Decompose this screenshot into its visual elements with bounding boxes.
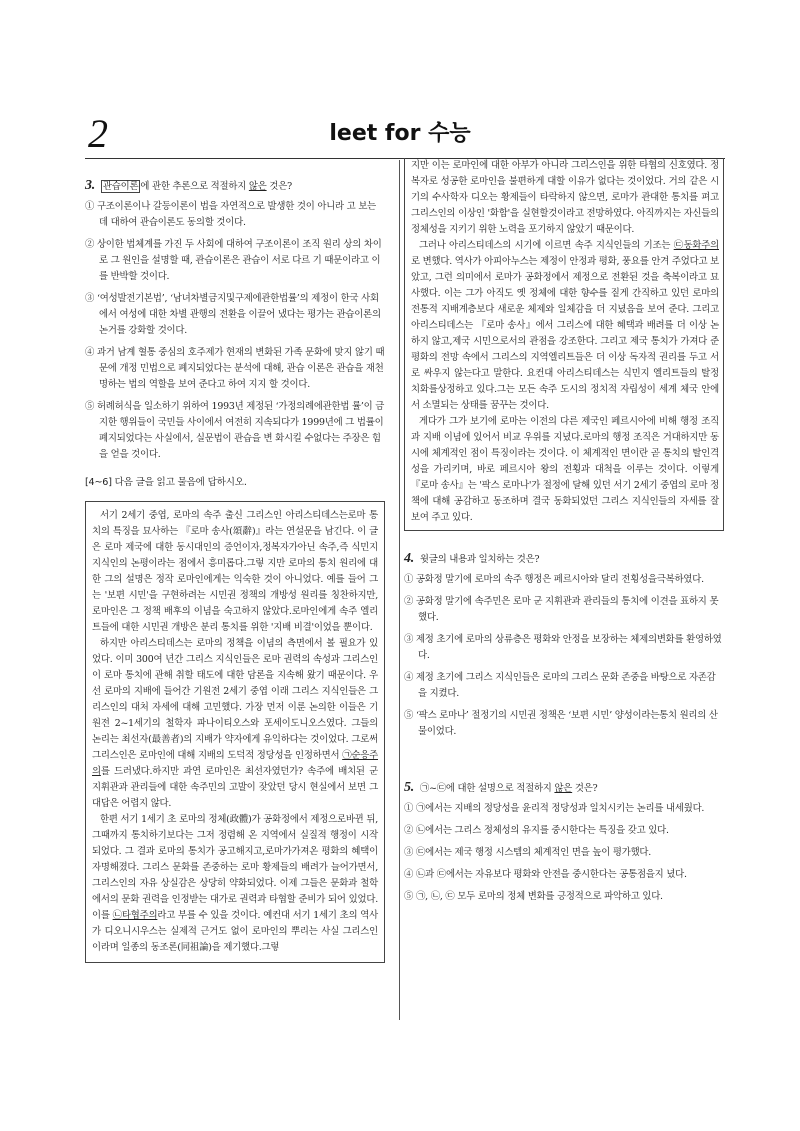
question-5-negation: 않은 xyxy=(554,783,573,794)
question-3-stem xyxy=(85,178,385,195)
question-4-number: 4. xyxy=(404,551,415,566)
q3-choice-5[interactable]: ⑤ 허례허식을 일소하기 위하여 1993년 제정된 ‘가정의례에관한법 률’이 금지한 행위들이 국민들 사이에서 여전히 지속되다가 1999년에 그 법률이 폐지되었다는 사실에서, 실문법이 관습을 변 화시킬 수없다는 주장은 힘을 얻을 것이다. xyxy=(85,401,385,460)
question-3-stem-end: 것은? xyxy=(266,181,292,192)
passage-paragraph-5: 게다가 그가 보기에 로마는 이전의 다른 제국인 페르시아에 비해 행정 조직과 지배 이념에 있어서 비교 우위를 지녔다.로마의 행정 조직은 거대하지만 동시에 체계적인 점이 특징이라는 것이다. 이 체계적인 면이란 곧 통치의 탈인격성을 가리키며, 바로 페르시아 왕의 전횡과 대척을 이루는 것이다. 이렇게 『로마 송사』는 '팍스 로마나'가 절정에 달해 있던 서기 2세기 중엽의 로마 정책에 대해 공감하고 동조하며 결국 동화되었던 그리스 지식인들의 자세를 잘 보여 주고 있다. xyxy=(411,416,719,523)
passage-p3-text-end: 라고 부를 수 있을 것이다. 예컨대 서기 1세기 초의 역사가 디오니시우스는 실제적 근거도 없이 로마인의 뿌리는 사실 그리스인이라며 일종의 동조론(同祖論)을 제기했다.그렇 xyxy=(92,910,378,953)
passage-p4-text: 그러나 아리스티데스의 시기에 이르면 속주 지식인들의 기조는 xyxy=(419,240,674,251)
q3-choice-3[interactable]: ③ ‘여성발전기본법’, ‘남녀차별금지및구제에관한법률’의 제정이 한국 사회에서 여성에 대한 차별 관행의 전환을 이끌어 냈다는 평가는 관습이론의 논거를 강화할 것이다. xyxy=(85,293,381,336)
passage-p4-text-end: 로 변했다. 역사가 아피아누스는 제정이 안정과 평화, 풍요를 안겨 주었다고 보았고, 그런 의미에서 로마가 공화정에서 제정으로 전환된 것을 축복이라고 묘사했다. 이는 그가 아직도 옛 정체에 대한 향수를 짙게 간직하고 있던 로마의 전통적 지배계층보다 새로운 체제와 일체감을 더 지녔음을 보여 준다. 그리고 아리스티데스는 『로마 송사』에서 그리스에 대한 혜택과 배려를 더 이상 논하지 않고,제국 시민으로서의 관점을 강조한다. 그리고 제국 통치가 가져다 준 평화의 전망 속에서 그리스의 지역엘리트들은 더 이상 독자적 권리를 두고 서로 싸우지 않는다고 말한다. 요컨대 아리스티데스는 식민지 엘리트들의 탈정치화를상정하고 있다.그는 모든 속주 도시의 정치적 자립성이 세계 체국 안에서 소멸되는 상태를 꿈꾸는 것이다. xyxy=(411,256,719,411)
marker-compromise: ㉡타협주의 xyxy=(112,910,158,921)
passage-p3-text: 한편 서기 1세기 초 로마의 정체(政體)가 공화정에서 제정으로바뀐 뒤, 그때까지 통치하기보다는 그저 정렴해 온 지역에서 실질적 행정이 시작되었다. 그 결과 로마의 통치가 공고해지고,로마가가져온 평화의 혜택이 자명해졌다. 그리스 문화를 존중하는 로마 황제들의 배려가 늘어가면서, 그리스인의 자유 상실감은 상당히 약화되었다. 이제 그들은 문화과 철학에서의 문화 권력을 인정받는 대가로 권력과 타협할 준비가 되어 있었다. 이를 xyxy=(92,814,378,921)
passage-p2-text-end: 를 드러냈다.하지만 과연 로마인은 최선자였던가? 속주에 배치된 군 지휘관과 관리들에 대한 속주민의 고발이 잦았던 당시 현실에서 보면 그 대답은 어렵지 않다. xyxy=(92,766,378,809)
column-divider xyxy=(399,160,400,1020)
q5-choice-4[interactable]: ④ ㉡과 ㉢에서는 자유보다 평화와 안전을 중시한다는 공통점을지 녔다. xyxy=(404,869,687,880)
passage-paragraph-3 xyxy=(92,812,378,956)
q4-choice-5[interactable]: ⑤ ‘팍스 로마나’ 절정기의 시민권 정책은 ‘보편 시민’ 양성이라는통치 원리의 산물이었다. xyxy=(404,710,718,737)
question-4-stem xyxy=(404,551,724,568)
question-5-number: 5. xyxy=(404,780,415,795)
q5-choice-5[interactable]: ⑤ ㉠, ㉡, ㉢ 모두 로마의 정체 변화를 긍정적으로 파악하고 있다. xyxy=(404,891,663,902)
question-5-stem xyxy=(404,780,724,797)
page-number: 2 xyxy=(88,111,108,156)
q4-choice-4[interactable]: ④ 제정 초기에 그리스 지식인들은 로마의 그리스 문화 존중을 바탕으로 자존감을 지켰다. xyxy=(404,672,716,699)
marker-assimilation: ㉢동화주의 xyxy=(673,240,719,251)
passage-paragraph-4 xyxy=(411,238,719,414)
question-3-stem-text: 에 관한 추론으로 적절하지 xyxy=(140,181,249,192)
question-5-stem-text: ㉠~㉢에 대한 설명으로 적절하지 xyxy=(419,783,555,794)
q3-choice-2[interactable]: ② 상이한 법체계를 가진 두 사회에 대하여 구조이론이 조직 원리 상의 차이로 그 원인을 설명할 때, 관습이론은 관습이 서로 다르 기 때문이라고 이를 반박할 것이다. xyxy=(85,239,382,282)
header-title: leet for 수능 xyxy=(329,121,471,146)
q3-choice-4[interactable]: ④ 과거 남계 혈통 중심의 호주제가 현재의 변화된 가족 문화에 맞지 않기 때문에 개정 민법으로 폐지되었다는 분석에 대해, 관습 이론은 관습을 재천명하는 법의 역할을 보여 준다고 하여 지지 할 것이다. xyxy=(85,347,385,390)
passage-set-label: [4~6] 다음 글을 읽고 물음에 답하시오. xyxy=(85,477,247,488)
q5-choice-2[interactable]: ② ㉡에서는 그리스 정체성의 유지를 중시한다는 특징을 갖고 있다. xyxy=(404,825,669,836)
marker-conformism: ㉠순응주의 xyxy=(92,750,378,777)
passage-paragraph-3-continued: 지만 이는 로마인에 대한 아부가 아니라 그리스인을 위한 타협의 신호였다. 정복자로 성공한 로마인을 불편하게 대할 이유가 없다는 것이었다. 거의 같은 시기의 수사학자 디오는 황제들이 타락하지 않으면, 로마가 관대한 통치를 펴고 그리스인의 이상인 '화합'을 실현할것이라고 전망하였다. 아직까지는 자신들의 정체성을 지키기 위한 노력을 포기하지 않았기 때문이다. xyxy=(411,160,719,235)
left-column xyxy=(85,168,385,963)
passage-box xyxy=(85,501,385,963)
question-4-choices xyxy=(404,572,724,740)
right-column xyxy=(404,158,724,911)
q4-choice-1[interactable]: ① 공화정 말기에 로마의 속주 행정은 페르시아와 달리 전횡성을극복하였다. xyxy=(404,574,704,585)
question-3-key-term: 관습이론 xyxy=(102,181,139,192)
question-3-choices xyxy=(85,199,385,463)
passage-p2-text: 하지만 아리스티데스는 로마의 정책을 이념의 측면에서 볼 필요가 있었다. 이미 300여 년간 그리스 지식인들은 로마 권력의 속성과 그리스인이 로마 통치에 관해 취할 태도에 대한 담론을 지속해 왔기 때문이다. 우선 로마의 지배에 들어간 기원전 2세기 중엽 이래 그리스 지식인들은 그리스인의 대처 자세에 대해 고민했다. 가장 먼저 이룬 논의한 이들은 기원전 2~1세기의 철학자 파나이티오스와 포세이도니오스였다. 그들의 논리는 최선자(最善者)의 지배가 약자에게 유익하다는 것이었다. 그로써 그리스인은 로마인에 대해 지배의 도덕적 정당성을 인정하면서 xyxy=(92,638,378,761)
passage-box-continued xyxy=(404,158,724,531)
question-4-stem-text: 윗글의 내용과 일치하는 것은? xyxy=(419,554,540,565)
q4-choice-2[interactable]: ② 공화정 말기에 속주민은 로마 군 지휘관과 관리들의 통치에 이견을 표하지 못했다. xyxy=(404,596,719,623)
q4-choice-3[interactable]: ③ 제정 초기에 로마의 상류층은 평화와 안정을 보장하는 체제의변화를 환영하였다. xyxy=(404,634,722,661)
question-5-choices xyxy=(404,801,724,905)
q3-choice-1[interactable]: ① 구조이론이나 갈등이론이 법을 자연적으로 발생한 것이 아니라 고 보는 데 대하여 관습이론도 동의할 것이다. xyxy=(85,201,377,228)
q5-choice-3[interactable]: ③ ㉢에서는 제국 행정 시스템의 체계적인 면을 높이 평가했다. xyxy=(404,847,652,858)
q5-choice-1[interactable]: ① ㉠에서는 지배의 정당성을 윤리적 정당성과 일치시키는 논리를 내세웠다. xyxy=(404,803,705,814)
question-3-number: 3. xyxy=(85,178,96,193)
question-5-stem-end: 것은? xyxy=(572,783,598,794)
passage-paragraph-2 xyxy=(92,636,378,812)
passage-paragraph-1: 서기 2세기 중엽, 로마의 속주 출신 그리스인 아리스티데스는로마 통치의 특징을 묘사하는 『로마 송사(頌辭)』라는 연설문을 남긴다. 이 글은 로마 제국에 대한 동시대인의 증언이자,정복자가아닌 속주,즉 식민지 지식인의 논평이라는 점에서 흥미롭다.그렇 지만 로마의 통치 원리에 대한 그의 설명은 정작 로마인에게는 익숙한 것이 아니었다. 예를 들어 그는 '보편 시민'을 구현하려는 시민권 정책의 개방성 원리를 칭찬하지만,로마인은 그 정책 배후의 이념을 숙고하지 않았다.로마인에게 속주 엘리트들에 대한 시민권 개방은 분리 통치를 위한 '지배 비결'이었을 뿐이다. xyxy=(92,510,378,633)
question-3-negation: 않은 xyxy=(248,181,267,192)
